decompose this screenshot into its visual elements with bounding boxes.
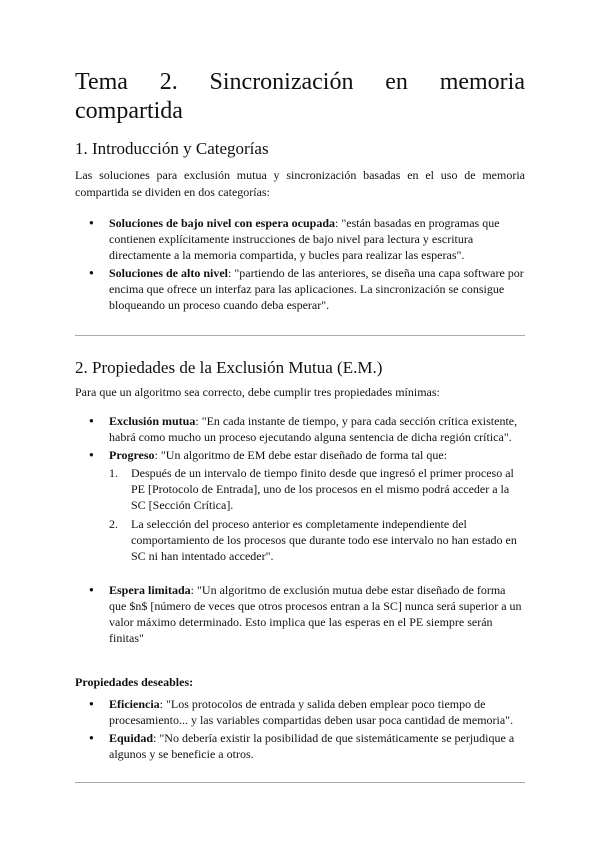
desirable-list — [75, 696, 525, 762]
section-divider — [75, 335, 525, 336]
list-item-term: Soluciones de bajo nivel con espera ocupada — [109, 216, 336, 230]
list-item — [75, 696, 525, 728]
list-item-term: Equidad — [109, 731, 154, 745]
section-2-intro: Para que un algoritmo sea correcto, debe cumplir tres propiedades mínimas: — [75, 385, 440, 399]
desirable-heading — [75, 674, 525, 691]
list-item — [75, 582, 525, 646]
list-item-text: : "En cada instante de tiempo, y para cada sección crítica existente, habrá como mucho un proceso ejecutando alguna sentencia de dicha región crítica". — [109, 414, 518, 444]
list-item-text: : "No debería existir la posibilidad de que sistemáticamente se perjudique a algunos y se beneficie a otros. — [109, 731, 515, 761]
sublist-number: 2. — [109, 517, 118, 531]
document-title: Tema 2. Sincronización en memoria compartida — [75, 69, 525, 124]
list-item-text: : "Los protocolos de entrada y salida deben emplear poco tiempo de procesamiento... y las variables compartidas deben usar poca cantidad de memoria". — [109, 697, 514, 727]
sublist-text: La selección del proceso anterior es completamente independiente del comportamiento de los procesos que durante todo ese intervalo no han estado en SC ni han intentado acceder". — [131, 517, 517, 563]
properties-list-cont — [75, 582, 525, 646]
section-divider — [75, 782, 525, 783]
list-item-text: : "Un algoritmo de EM debe estar diseñado de forma tal que: — [154, 448, 448, 462]
sublist-item — [75, 465, 525, 513]
list-item — [75, 447, 525, 463]
progress-sublist — [75, 465, 525, 564]
sublist-item — [75, 516, 525, 564]
section-1-intro: Las soluciones para exclusión mutua y sincronización basadas en el uso de memoria compartida se dividen en dos categorías: — [75, 168, 525, 199]
list-item-term: Espera limitada — [109, 583, 191, 597]
sublist-text: Después de un intervalo de tiempo finito desde que ingresó el primer proceso al PE [Protocolo de Entrada], uno de los procesos en el mismo podrá acceder a la SC [Sección Crítica]. — [131, 466, 514, 512]
list-item — [75, 730, 525, 762]
list-item-text: : "partiendo de las anteriores, se diseña una capa software por encima que ofrece un interfaz para las aplicaciones. La sincronización se consigue bloqueando un proceso cuando deba esperar". — [109, 266, 524, 312]
sublist-number: 1. — [109, 466, 118, 480]
properties-list — [75, 413, 525, 463]
desirable-heading-text: Propiedades deseables: — [75, 675, 194, 689]
category-list — [75, 215, 525, 313]
list-item-term: Exclusión mutua — [109, 414, 196, 428]
list-item — [75, 215, 525, 263]
list-item — [75, 413, 525, 445]
list-item-term: Progreso — [109, 448, 155, 462]
list-item — [75, 265, 525, 313]
list-item-text: : "Un algoritmo de exclusión mutua debe estar diseñado de forma que $n$ [número de veces que otros procesos entran a la SC] nunca será superior a un valor máximo determinado. Esto implica que las esperas en el PE siempre serán finitas" — [109, 583, 522, 645]
list-item-term: Eficiencia — [109, 697, 160, 711]
list-item-text: : "están basadas en programas que contienen explícitamente instrucciones de bajo nivel para lectura y escritura directamente a la memoria compartida, y bucles para realizar las esperas". — [109, 216, 500, 262]
section-1-heading: 1. Introducción y Categorías — [75, 139, 269, 158]
list-item-term: Soluciones de alto nivel — [109, 266, 229, 280]
section-2-heading: 2. Propiedades de la Exclusión Mutua (E.M.) — [75, 358, 383, 377]
